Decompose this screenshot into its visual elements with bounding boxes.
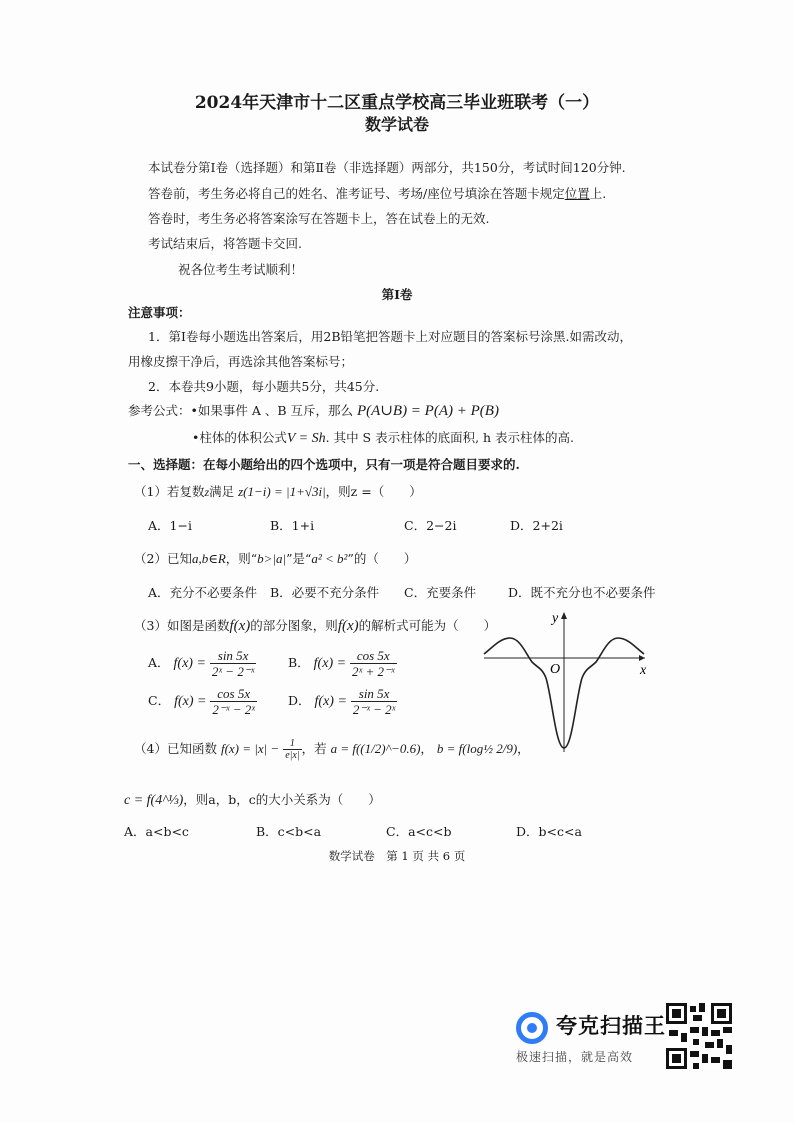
q-math: a = f((1/2)^−0.6): [330, 741, 421, 756]
q-math: z: [204, 485, 210, 499]
question-2-stem: [134, 549, 416, 567]
q3-option-d: [288, 686, 397, 717]
q-text: ”的（ ）: [347, 551, 417, 566]
y-axis-arrow-icon: [561, 612, 567, 619]
q-text: 的解析式可能为（ ）: [358, 618, 497, 633]
q1-option-b: B．1+i: [270, 518, 315, 533]
question-4-stem: （4）已知函数 f(x) = |x| − $\frac{1}{e|x|}$ ，若 a = f((1/2)^−0.6)， b = f(log½ 2/9)，: [134, 738, 530, 761]
q-math: a² < b²: [311, 551, 348, 566]
q-math: b>|a|: [257, 551, 287, 566]
q4-option-d: D．b<c<a: [516, 824, 582, 839]
q-text: ”是“: [286, 551, 312, 566]
frac-num: 1: [283, 738, 301, 750]
fraction: [210, 686, 256, 717]
option-label: A．: [148, 655, 170, 670]
part-heading: 第Ⅰ卷: [381, 287, 413, 302]
intro-greeting: 祝各位考生考试顺利！: [178, 262, 304, 277]
q4-option-c: C．a<c<b: [386, 824, 452, 839]
q-math: f(x) =: [173, 656, 206, 671]
q-text: （4）已知函数: [134, 741, 217, 756]
note-line: 用橡皮擦干净后，再选涂其他答案标号；: [128, 354, 354, 369]
frac-den: e|x|: [285, 750, 300, 761]
question-3-stem: [134, 616, 496, 635]
frac-den: 2ˣ − 2⁻ˣ: [211, 664, 255, 679]
function-graph: [480, 608, 655, 756]
ref-text: •如果事件 A 、B 互斥，那么: [190, 403, 354, 418]
q1-option-c: C．2−2i: [404, 518, 457, 533]
x-axis-label: x: [640, 663, 647, 678]
fraction: [283, 738, 301, 761]
question-1-stem: [134, 482, 422, 500]
page-subtitle: 数学试卷: [364, 115, 429, 134]
fraction: [350, 648, 396, 679]
intro-line: 考试结束后，将答题卡交回.: [148, 236, 302, 251]
option-label: C．: [148, 693, 171, 708]
q-text: 的部分图象，则: [250, 618, 338, 633]
q2-option-c: C．充要条件: [404, 585, 477, 600]
frac-num: cos 5x: [350, 648, 396, 664]
option-label: B．: [288, 655, 310, 670]
frac-num: cos 5x: [210, 686, 256, 702]
scanner-slogan: 极速扫描，就是高效: [516, 1050, 634, 1064]
intro-line: 本试卷分第Ⅰ卷（选择题）和第Ⅱ卷（非选择题）两部分，共150分，考试时间120分钟.: [148, 160, 626, 175]
q-text: ，则a，b，c的大小关系为（ ）: [183, 792, 381, 807]
notes-heading: 注意事项：: [128, 305, 191, 320]
reference-formula-1: [128, 401, 499, 420]
y-axis-label: y: [552, 611, 559, 626]
q-formula: z(1−i) = |1+√3i|: [238, 484, 326, 499]
q2-option-d: D．既不充分也不必要条件: [508, 585, 656, 600]
ref-label: 参考公式：: [128, 403, 191, 418]
ref-text: . 其中 S 表示柱体的底面积, h 表示柱体的高.: [325, 430, 575, 445]
q3-option-c: [148, 686, 257, 717]
q1-option-d: D．2+2i: [510, 518, 563, 533]
intro-text: 上.: [589, 186, 607, 201]
q2-option-a: A．充分不必要条件: [148, 585, 258, 600]
q-text: ，若: [301, 741, 327, 756]
frac-num: sin 5x: [210, 648, 256, 664]
ref-formula: V = Sh: [286, 431, 326, 446]
q-math: f(x) =: [174, 694, 207, 709]
x-axis-arrow-icon: [639, 655, 645, 661]
q-text: （2）已知: [134, 551, 192, 566]
intro-underlined: 位置: [564, 186, 590, 201]
q3-option-b: [288, 648, 397, 679]
ref-formula: P(A∪B) = P(A) + P(B): [357, 403, 499, 419]
q-text: （1）若复数: [134, 484, 205, 499]
reference-formula-2: [192, 428, 574, 447]
q-math: b = f(log½ 2/9): [436, 741, 518, 756]
qr-code-icon: [666, 1003, 732, 1069]
page-footer: 数学试卷 第 1 页 共 6 页: [328, 849, 466, 863]
q-text: ，则“: [225, 551, 258, 566]
scanner-brand: 夸克扫描王: [556, 1014, 666, 1038]
intro-text: 答卷前，考生务必将自己的姓名、准考证号、考场/座位号填涂在答题卡规定: [148, 186, 565, 201]
q-math: f(x): [337, 618, 359, 634]
q3-option-a: [148, 648, 256, 679]
frac-num: sin 5x: [351, 686, 397, 702]
fraction: [210, 648, 256, 679]
quark-logo-dot: [527, 1023, 537, 1033]
intro-line: [148, 184, 606, 202]
option-label: D．: [288, 693, 311, 708]
q2-option-b: B．必要不充分条件: [270, 585, 380, 600]
note-line: 2．本卷共9小题，每小题共5分，共45分.: [148, 379, 380, 394]
q-math: f(x) =: [313, 656, 347, 671]
q1-option-a: A．1−i: [148, 518, 192, 533]
q-math: c = f(4^⅓): [124, 793, 184, 808]
intro-line: 答卷时，考生务必将答案涂写在答题卡上，答在试卷上的无效.: [148, 211, 490, 226]
frac-den: 2ˣ + 2⁻ˣ: [352, 664, 395, 679]
fraction: [351, 686, 397, 717]
note-line: 1．第Ⅰ卷每小题选出答案后，用2B铅笔把答题卡上对应题目的答案标号涂黑.如需改动，: [148, 329, 633, 344]
q-text: ，则z =（ ）: [325, 484, 422, 499]
page-title: 2024年天津市十二区重点学校高三毕业班联考（一）: [194, 93, 600, 113]
q-math: a,b∈R: [191, 551, 226, 566]
q4-option-b: B．c<b<a: [256, 824, 322, 839]
q-math: f(x) =: [314, 694, 347, 709]
frac-den: 2⁻ˣ − 2ˣ: [212, 702, 255, 717]
q-text: 满足: [209, 484, 235, 499]
q-text: （3）如图是函数: [134, 618, 230, 633]
origin-label: O: [550, 662, 561, 677]
question-4-stem-cont: [124, 790, 381, 809]
q4-option-a: A．a<b<c: [124, 824, 189, 839]
ref-text: •柱体的体积公式: [192, 430, 287, 445]
section-heading: 一、选择题：在每小题给出的四个选项中，只有一项是符合题目要求的.: [128, 457, 520, 472]
q-math: f(x) = |x| −: [220, 741, 280, 756]
q-math: f(x): [229, 618, 251, 634]
frac-den: 2⁻ˣ − 2ˣ: [352, 702, 396, 717]
